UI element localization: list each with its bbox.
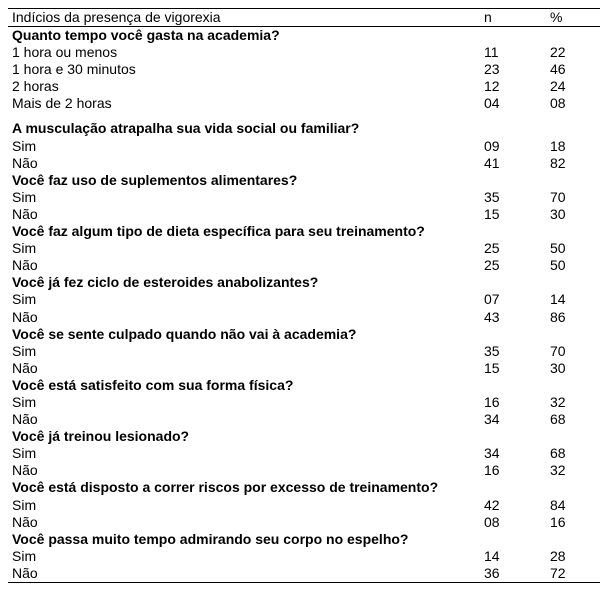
answer-n: 07 xyxy=(484,291,500,308)
answer-label: Não xyxy=(12,513,38,530)
answer-row xyxy=(8,445,600,462)
answer-n: 41 xyxy=(484,154,500,171)
answer-row xyxy=(8,514,600,531)
answer-pct: 30 xyxy=(550,205,566,222)
answer-n: 08 xyxy=(484,513,500,530)
answer-row xyxy=(8,462,600,479)
answer-n: 12 xyxy=(484,78,500,95)
answer-n: 42 xyxy=(484,496,500,513)
answer-label: Não xyxy=(12,564,38,581)
answer-row xyxy=(8,155,600,172)
answer-pct: 08 xyxy=(550,95,566,112)
answer-row xyxy=(8,257,600,274)
question-text: Você já fez ciclo de esteroides anabolizantes? xyxy=(12,274,319,291)
question-text: Você faz algum tipo de dieta específica para seu treinamento? xyxy=(12,223,425,240)
answer-n: 36 xyxy=(484,564,500,581)
answer-n: 04 xyxy=(484,95,500,112)
question-row xyxy=(8,120,600,137)
answer-row xyxy=(8,309,600,326)
answer-row xyxy=(8,78,600,95)
answer-label: 2 horas xyxy=(12,78,59,95)
header-label: Indícios da presença de vigorexia xyxy=(12,9,221,25)
answer-pct: 72 xyxy=(550,564,566,581)
answer-pct: 68 xyxy=(550,445,566,462)
answer-label: Sim xyxy=(12,547,37,564)
answer-row xyxy=(8,394,600,411)
answer-n: 11 xyxy=(484,44,499,61)
question-row xyxy=(8,223,600,240)
answer-label: 1 hora ou menos xyxy=(12,44,118,61)
answer-n: 14 xyxy=(484,547,500,564)
answer-label: Não xyxy=(12,359,38,376)
answer-label: Mais de 2 horas xyxy=(12,95,112,112)
answer-pct: 70 xyxy=(550,342,566,359)
answer-pct: 18 xyxy=(550,137,566,154)
answer-n: 15 xyxy=(484,359,500,376)
answer-n: 15 xyxy=(484,205,500,222)
answer-pct: 68 xyxy=(550,411,566,428)
answer-label: Sim xyxy=(12,137,37,154)
answer-row xyxy=(8,343,600,360)
answer-pct: 28 xyxy=(550,547,566,564)
question-row xyxy=(8,531,600,548)
header-pct: % xyxy=(550,9,563,25)
answer-n: 35 xyxy=(484,342,500,359)
answer-label: Não xyxy=(12,257,38,274)
answer-n: 34 xyxy=(484,445,500,462)
question-row xyxy=(8,479,600,496)
answer-label: Não xyxy=(12,411,38,428)
answer-pct: 32 xyxy=(550,462,566,479)
question-row xyxy=(8,27,600,44)
answer-label: Sim xyxy=(12,240,37,257)
answer-pct: 16 xyxy=(550,513,566,530)
answer-n: 25 xyxy=(484,240,500,257)
answer-pct: 70 xyxy=(550,188,566,205)
answer-label: 1 hora e 30 minutos xyxy=(12,61,136,78)
answer-row xyxy=(8,240,600,257)
answer-label: Sim xyxy=(12,393,37,410)
answer-row xyxy=(8,95,600,112)
question-row xyxy=(8,274,600,291)
answer-pct: 46 xyxy=(550,61,566,78)
answer-pct: 50 xyxy=(550,257,566,274)
question-text: Quanto tempo você gasta na academia? xyxy=(12,27,280,43)
answer-row xyxy=(8,138,600,155)
answer-pct: 86 xyxy=(550,308,566,325)
answer-label: Não xyxy=(12,205,38,222)
section-gap xyxy=(8,112,600,120)
answer-row xyxy=(8,291,600,308)
answer-row xyxy=(8,44,600,61)
question-row xyxy=(8,326,600,343)
answer-pct: 22 xyxy=(550,44,566,61)
question-text: Você passa muito tempo admirando seu corpo no espelho? xyxy=(12,530,409,547)
answer-row xyxy=(8,360,600,377)
answer-n: 16 xyxy=(484,462,500,479)
answer-pct: 14 xyxy=(550,291,566,308)
header-n: n xyxy=(484,9,492,25)
question-text: Você faz uso de suplementos alimentares? xyxy=(12,171,298,188)
question-text: Você já treinou lesionado? xyxy=(12,428,190,445)
answer-row xyxy=(8,565,600,582)
question-row xyxy=(8,428,600,445)
answer-pct: 30 xyxy=(550,359,566,376)
question-text: A musculação atrapalha sua vida social ou familiar? xyxy=(12,120,360,137)
answer-n: 25 xyxy=(484,257,500,274)
header-row xyxy=(8,9,600,26)
answer-label: Sim xyxy=(12,445,37,462)
answer-pct: 82 xyxy=(550,154,566,171)
question-text: Você está disposto a correr riscos por excesso de treinamento? xyxy=(12,479,439,496)
answer-label: Não xyxy=(12,154,38,171)
answer-label: Sim xyxy=(12,496,37,513)
answer-row xyxy=(8,548,600,565)
answer-pct: 50 xyxy=(550,240,566,257)
answer-label: Não xyxy=(12,308,38,325)
table-body xyxy=(8,27,600,582)
answer-pct: 24 xyxy=(550,78,566,95)
answer-pct: 32 xyxy=(550,393,566,410)
answer-row xyxy=(8,189,600,206)
answer-row xyxy=(8,411,600,428)
answer-n: 16 xyxy=(484,393,500,410)
answer-row xyxy=(8,61,600,78)
answer-row xyxy=(8,206,600,223)
question-row xyxy=(8,377,600,394)
vigorexia-table xyxy=(8,8,600,583)
answer-label: Não xyxy=(12,462,38,479)
question-text: Você está satisfeito com sua forma física? xyxy=(12,376,294,393)
bottom-rule xyxy=(8,582,600,583)
answer-label: Sim xyxy=(12,188,37,205)
answer-pct: 84 xyxy=(550,496,566,513)
answer-n: 09 xyxy=(484,137,500,154)
answer-label: Sim xyxy=(12,291,37,308)
question-row xyxy=(8,172,600,189)
answer-n: 35 xyxy=(484,188,500,205)
answer-n: 43 xyxy=(484,308,500,325)
answer-n: 34 xyxy=(484,411,500,428)
answer-n: 23 xyxy=(484,61,500,78)
question-text: Você se sente culpado quando não vai à academia? xyxy=(12,325,357,342)
answer-label: Sim xyxy=(12,342,37,359)
answer-row xyxy=(8,497,600,514)
